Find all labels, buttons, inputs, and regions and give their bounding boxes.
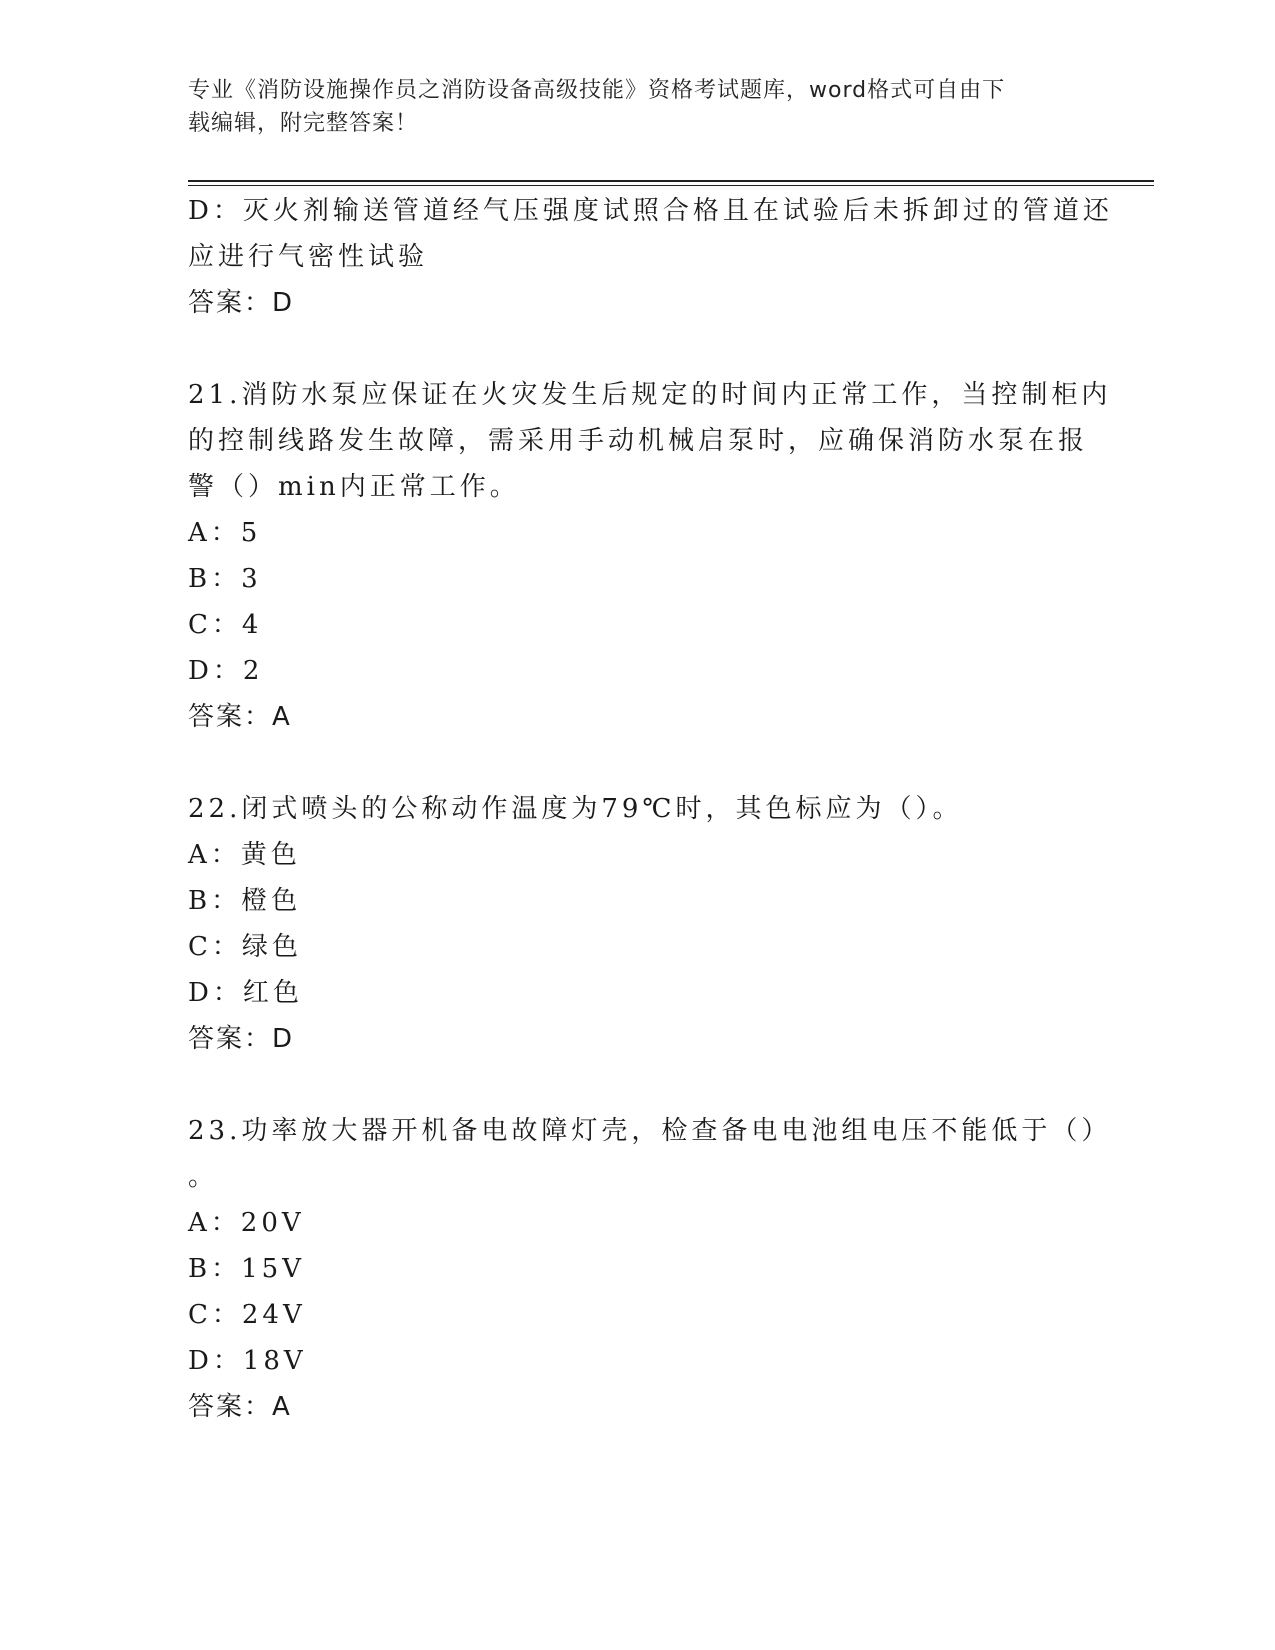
answer-label: 答案：A — [188, 1392, 292, 1422]
option-a: A：20V — [188, 1208, 305, 1238]
question-list — [188, 188, 1113, 1430]
question-22 — [188, 786, 1088, 1062]
question-23 — [188, 1108, 1112, 1430]
question-21 — [188, 372, 1112, 740]
question-text-line: 23.功率放大器开机备电故障灯壳，检查备电电池组电压不能低于（） — [188, 1116, 1112, 1146]
header-line-1: 专业《消防设施操作员之消防设备高级技能》资格考试题库，word格式可自由下 — [188, 78, 1006, 103]
continued-question — [188, 188, 1113, 326]
header-line-2: 载编辑，附完整答案！ — [188, 111, 419, 136]
option-c: C：绿色 — [188, 932, 302, 962]
option-a: A：黄色 — [188, 840, 301, 870]
option-d-line-2: 应进行气密性试验 — [188, 242, 429, 272]
option-c: C：4 — [188, 610, 263, 640]
option-c: C：24V — [188, 1300, 306, 1330]
header-divider-thin — [188, 185, 1154, 186]
option-b: B：3 — [188, 564, 262, 594]
answer-label: 答案：D — [188, 1024, 295, 1054]
option-a: A：5 — [188, 518, 262, 548]
option-d: D：2 — [188, 656, 264, 686]
option-d-line-1: D：灭火剂输送管道经气压强度试照合格且在试验后未拆卸过的管道还 — [188, 196, 1113, 226]
answer-label: 答案：A — [188, 702, 292, 732]
question-text-line: 21.消防水泵应保证在火灾发生后规定的时间内正常工作，当控制柜内 — [188, 380, 1112, 410]
question-text-line: 警（）min内正常工作。 — [188, 472, 520, 502]
document-header — [188, 74, 1068, 140]
header-divider — [188, 180, 1154, 182]
question-text-line: 22.闭式喷头的公称动作温度为79℃时，其色标应为（）。 — [188, 794, 963, 824]
option-b: B：橙色 — [188, 886, 302, 916]
option-d: D：18V — [188, 1346, 307, 1376]
question-text-line: 。 — [188, 1162, 219, 1192]
option-b: B：15V — [188, 1254, 305, 1284]
answer-label: 答案：D — [188, 288, 295, 318]
question-text-line: 的控制线路发生故障，需采用手动机械启泵时，应确保消防水泵在报 — [188, 426, 1089, 456]
option-d: D：红色 — [188, 978, 303, 1008]
